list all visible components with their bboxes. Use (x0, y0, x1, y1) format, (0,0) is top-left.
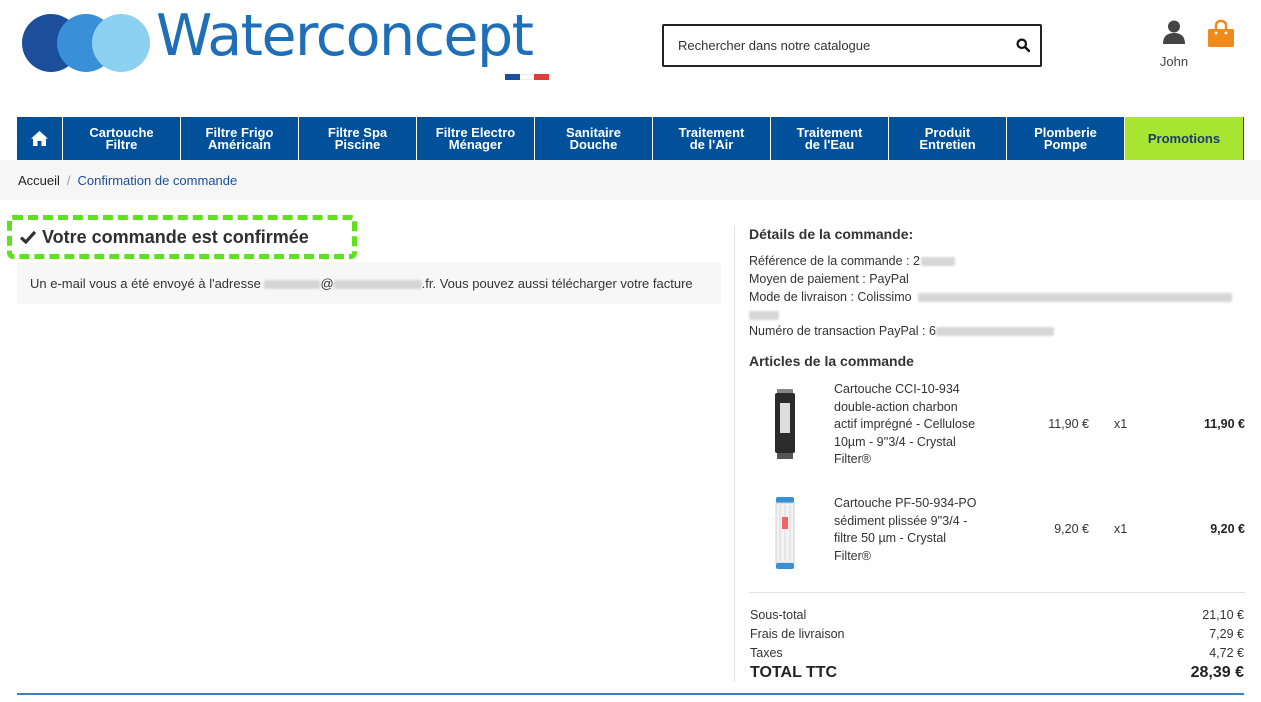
nav-item-cartouche-filtre[interactable] (63, 117, 181, 160)
nav-item-label: Produit Entretien (919, 124, 976, 152)
shipping-cost-row (750, 627, 1244, 641)
nav-item-produit-entretien[interactable] (889, 117, 1007, 160)
black-filter-cartridge-image (767, 389, 803, 461)
nav-item-label: Filtre Frigo Américain (205, 124, 274, 152)
nav-item-filtre-frigo[interactable] (181, 117, 299, 160)
subtotal-row (750, 608, 1244, 622)
email-notice-prefix: Un e-mail vous a été envoyé à l'adresse (30, 276, 261, 291)
home-icon (31, 131, 48, 146)
grand-total-label: TOTAL TTC (750, 664, 838, 681)
email-notice (17, 262, 721, 304)
email-at: @ (320, 276, 334, 291)
nav-item-label: Traitement de l'Air (678, 124, 745, 152)
shipping-method-continued (749, 308, 779, 320)
subtotal-label: Sous-total (750, 608, 807, 622)
nav-item-label: Sanitaire Douche (566, 124, 621, 152)
breadcrumb-home[interactable]: Accueil (18, 173, 60, 188)
shipping-cost-label: Frais de livraison (750, 627, 845, 641)
shopping-bag-icon[interactable] (1205, 18, 1237, 50)
column-divider (734, 226, 735, 682)
search-input[interactable] (664, 26, 1004, 65)
redacted-shipping-detail-2 (749, 311, 779, 320)
user-account-link[interactable] (1152, 20, 1196, 72)
order-item-total: 11,90 € (1203, 417, 1245, 431)
site-logo[interactable] (22, 3, 562, 90)
search-icon[interactable] (1016, 38, 1030, 52)
nav-item-label: Traitement de l'Eau (796, 124, 863, 152)
checkmark-icon (20, 230, 36, 244)
logo-wordmark: Waterconcept (156, 3, 533, 69)
totals-divider (749, 592, 1245, 593)
nav-item-label: Cartouche Filtre (89, 124, 154, 152)
taxes-value: 4,72 € (1209, 646, 1244, 660)
pleated-filter-cartridge-image (767, 497, 803, 569)
redacted-transaction-id (936, 327, 1054, 336)
breadcrumb-separator: / (66, 173, 71, 188)
order-confirmed-heading (7, 215, 357, 259)
grand-total-row (750, 664, 1244, 682)
nav-item-sanitaire[interactable] (535, 117, 653, 160)
order-reference: Référence de la commande : 2 (749, 254, 955, 268)
redacted-email-domain (334, 280, 422, 289)
redacted-reference (921, 257, 955, 266)
order-details-heading: Détails de la commande: (749, 226, 914, 242)
user-icon (1163, 20, 1185, 44)
nav-item-promotions[interactable]: Promotions (1125, 117, 1243, 160)
grand-total-value: 28,39 € (1190, 664, 1244, 681)
nav-item-label: Filtre Spa Piscine (327, 124, 388, 152)
breadcrumb (0, 160, 1261, 200)
subtotal-value: 21,10 € (1202, 608, 1244, 622)
redacted-shipping-detail (918, 293, 1232, 302)
search-box (662, 24, 1042, 67)
redacted-email-user (264, 280, 320, 289)
nav-item-filtre-electro[interactable] (417, 117, 535, 160)
order-item-quantity: x1 (1114, 417, 1128, 431)
order-item-total: 9,20 € (1210, 522, 1245, 536)
email-notice-suffix: .fr. Vous pouvez aussi télécharger votre facture (421, 276, 693, 291)
nav-item-filtre-spa[interactable] (299, 117, 417, 160)
french-flag-icon (505, 74, 549, 80)
footer-divider (17, 693, 1244, 695)
payment-method: Moyen de paiement : PayPal (749, 272, 909, 286)
shipping-method: Mode de livraison : Colissimo (749, 290, 1232, 304)
main-navigation (17, 117, 1244, 160)
logo-circle-light (92, 14, 150, 72)
order-items-heading: Articles de la commande (749, 353, 914, 369)
nav-item-traitement-air[interactable] (653, 117, 771, 160)
order-item-quantity: x1 (1114, 522, 1128, 536)
nav-home[interactable] (17, 117, 63, 160)
user-name: John (1159, 54, 1189, 69)
nav-item-label: Filtre Electro Ménager (435, 124, 516, 152)
nav-item-plomberie[interactable] (1007, 117, 1125, 160)
breadcrumb-current[interactable]: Confirmation de commande (77, 173, 238, 188)
order-item-name: Cartouche CCI-10-934 double-action charbon actif imprégné - Cellulose 10µm - 9''3/4 - Crystal Filter® (834, 382, 976, 467)
order-item-unit-price: 11,90 € (1048, 417, 1089, 431)
shipping-cost-value: 7,29 € (1209, 627, 1244, 641)
order-confirmed-title: Votre commande est confirmée (42, 226, 309, 247)
taxes-row (750, 646, 1244, 660)
paypal-transaction: Numéro de transaction PayPal : 6 (749, 324, 1054, 338)
order-item-unit-price: 9,20 € (1054, 522, 1089, 536)
order-item-name: Cartouche PF-50-934-PO sédiment plissée 9''3/4 - filtre 50 µm - Crystal Filter® (834, 496, 977, 563)
taxes-label: Taxes (750, 646, 783, 660)
nav-item-traitement-eau[interactable] (771, 117, 889, 160)
nav-item-label: Plomberie Pompe (1034, 124, 1097, 152)
